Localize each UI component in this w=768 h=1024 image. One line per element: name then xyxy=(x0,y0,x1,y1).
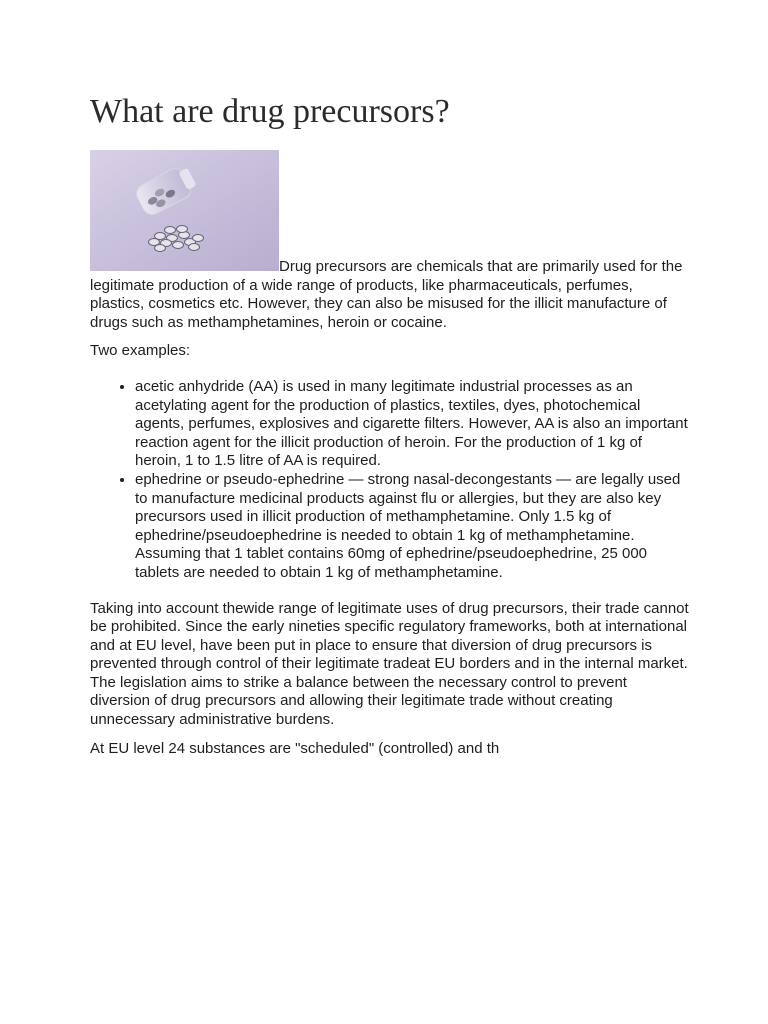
pills-bottle-image xyxy=(90,150,279,271)
examples-heading: Two examples: xyxy=(90,342,191,360)
intro-text: Drug precursors are chemicals that are primarily used for the legitimate production of a wide range of products, like pharmaceuticals, perfumes, plastics, cosmetics etc. However, they can also be misused for the illicit manufacture of drugs such as methamphetamines, heroin or cocaine. xyxy=(90,258,683,331)
regulation-paragraph: Taking into account thewide range of legitimate uses of drug precursors, their trade cannot be prohibited. Since the early nineties specific regulatory frameworks, both at international and at EU level, have been put in place to ensure that diversion of drug precursors is prevented through control of their legitimate tradeat EU borders and in the internal market. The legislation aims to strike a balance between the necessary control to prevent diversion of drug precursors and allowing their legitimate trade without creating unnecessary administrative burdens. xyxy=(90,599,689,729)
truncated-paragraph: At EU level 24 substances are "scheduled" (controlled) and th xyxy=(90,739,500,757)
article-body xyxy=(90,150,690,758)
list-item: • acetic anhydride (AA) is used in many legitimate industrial processes as an acetylating agent for the production of plastics, textiles, dyes, photochemical agents, perfumes, explosives and cigarette filters. However, AA is also an important reaction agent for the illicit production of heroin. For the production of 1 kg of heroin, 1 to 1.5 litre of AA is required. xyxy=(135,378,690,471)
intro-paragraph xyxy=(90,150,690,332)
examples-list xyxy=(90,378,690,583)
list-item: • ephedrine or pseudo-ephedrine — strong nasal-decongestants — are legally used to manufacture medicinal products against flu or allergies, but they are also key precursors used in illicit production of methamphetamine. Only 1.5 kg of ephedrine/pseudoephedrine is needed to obtain 1 kg of methamphetamine. Assuming that 1 tablet contains 60mg of ephedrine/pseudoephedrine, 25 000 tablets are needed to obtain 1 kg of methamphetamine. xyxy=(135,471,690,583)
page-title: What are drug precursors? xyxy=(90,93,450,130)
document-page xyxy=(90,92,690,768)
